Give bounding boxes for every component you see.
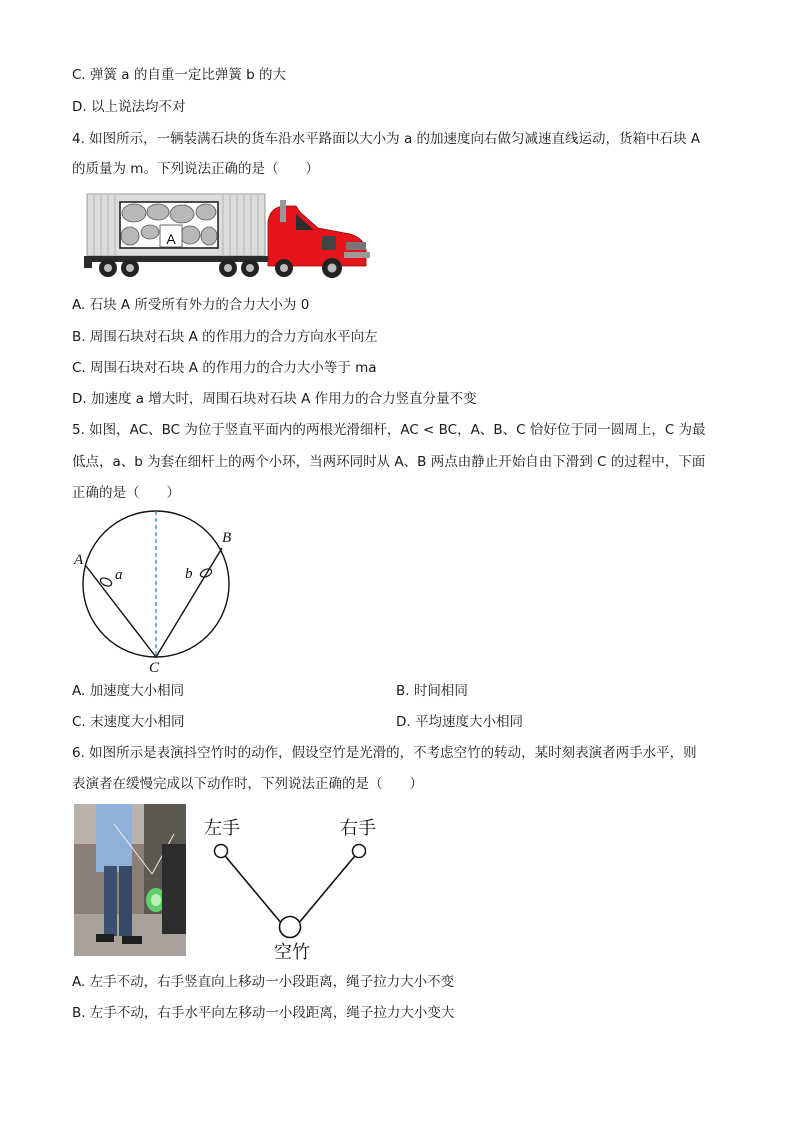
q4-stem-line2: 的质量为 m。下列说法正确的是（ ） bbox=[72, 161, 319, 177]
truck-figure bbox=[82, 192, 372, 284]
q3-option-c: C. 弹簧 a 的自重一定比弹簧 b 的大 bbox=[72, 67, 287, 83]
q5-stem-line1: 5. 如图，AC、BC 为位于竖直平面内的两根光滑细杆，AC < BC，A、B、C 恰好位于同一圆周上，C 为最 bbox=[72, 422, 706, 438]
q4-option-b: B. 周围石块对石块 A 的作用力的合力方向水平向左 bbox=[72, 329, 378, 345]
label-a-point: A bbox=[74, 552, 84, 568]
label-ring-a: a bbox=[115, 567, 123, 583]
q3-option-d: D. 以上说法均不对 bbox=[72, 99, 186, 115]
q6-stem-line1: 6. 如图所示是表演抖空竹时的动作，假设空竹是光滑的，不考虑空竹的转动，某时刻表演者两手水平，则 bbox=[72, 745, 697, 761]
q4-option-a: A. 石块 A 所受所有外力的合力大小为 0 bbox=[72, 297, 310, 313]
ring-b bbox=[199, 567, 213, 578]
rope-left bbox=[221, 851, 282, 924]
q6-option-b: B. 左手不动，右手水平向左移动一小段距离，绳子拉力大小变大 bbox=[72, 1005, 455, 1021]
q5-option-a: A. 加速度大小相同 bbox=[72, 683, 185, 699]
rod-bc bbox=[156, 548, 222, 657]
q6-option-a: A. 左手不动，右手竖直向上移动一小段距离，绳子拉力大小不变 bbox=[72, 974, 455, 990]
label-left-hand: 左手 bbox=[204, 818, 240, 839]
diabolo-photo bbox=[74, 804, 186, 956]
rope-right bbox=[298, 851, 359, 924]
q4-stem-line1: 4. 如图所示，一辆装满石块的货车沿水平路面以大小为 a 的加速度向右做匀减速直线运动，货箱中石块 A bbox=[72, 131, 701, 147]
q4-option-d: D. 加速度 a 增大时，周围石块对石块 A 作用力的合力竖直分量不变 bbox=[72, 391, 477, 407]
stone-a-label: A bbox=[166, 231, 176, 247]
label-right-hand: 右手 bbox=[340, 818, 376, 839]
label-c-point: C bbox=[149, 660, 160, 676]
label-b-point: B bbox=[222, 530, 232, 546]
label-diabolo: 空竹 bbox=[274, 942, 310, 963]
left-hand-point bbox=[215, 845, 228, 858]
q4-option-c: C. 周围石块对石块 A 的作用力的合力大小等于 ma bbox=[72, 360, 377, 376]
q5-option-d: D. 平均速度大小相同 bbox=[396, 714, 523, 730]
diabolo-circle bbox=[280, 917, 301, 938]
circle-rods-figure bbox=[70, 504, 250, 676]
q5-stem-line2: 低点，a、b 为套在细杆上的两个小环，当两环同时从 A、B 两点由静止开始自由下滑到 C 的过程中，下面 bbox=[72, 454, 706, 470]
diabolo-diagram bbox=[196, 808, 396, 966]
q5-option-b: B. 时间相同 bbox=[396, 683, 468, 699]
q5-stem-line3: 正确的是（ ） bbox=[72, 485, 180, 501]
q5-option-c: C. 末速度大小相同 bbox=[72, 714, 185, 730]
label-ring-b: b bbox=[185, 566, 193, 582]
q6-stem-line2: 表演者在缓慢完成以下动作时，下列说法正确的是（ ） bbox=[72, 776, 423, 792]
right-hand-point bbox=[353, 845, 366, 858]
